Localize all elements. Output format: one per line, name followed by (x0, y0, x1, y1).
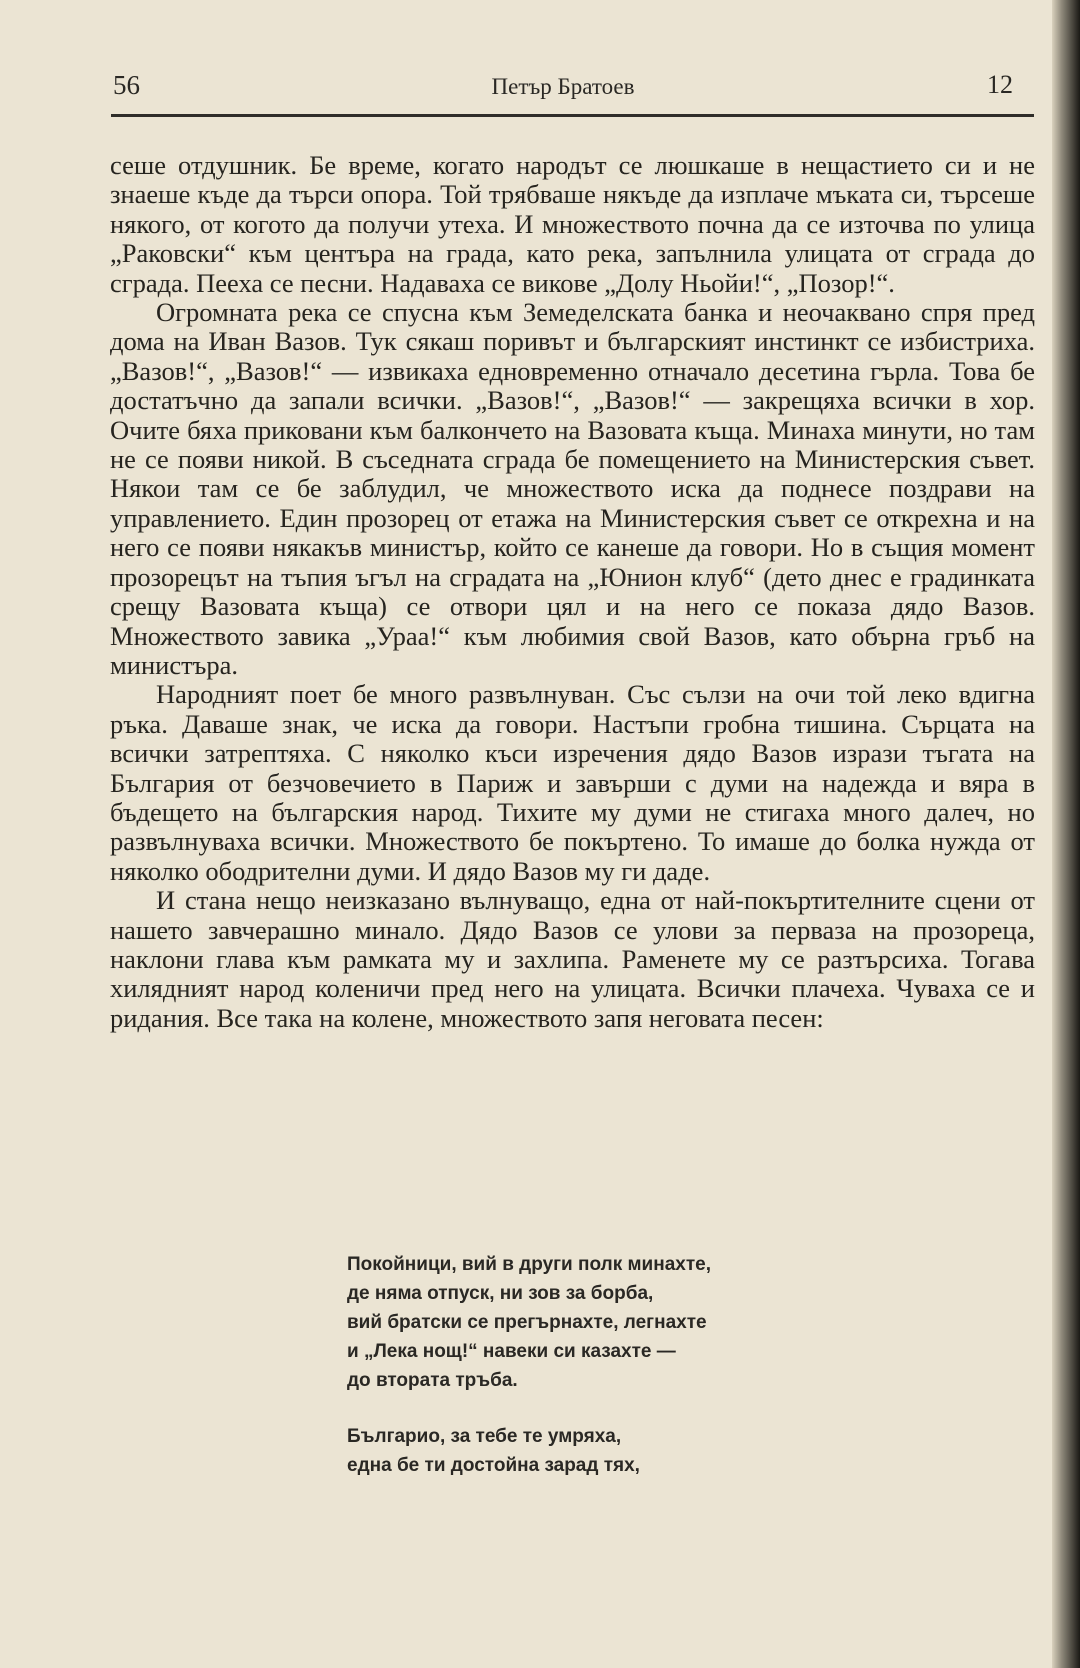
poem-line: и „Лека нощ!“ навеки си казахте — (347, 1341, 676, 1362)
poem-line: една бе ти достойна зарад тях, (347, 1455, 640, 1476)
poem-line: Покойници, вий в други полк минахте, (347, 1254, 711, 1275)
poem-stanza (347, 1422, 711, 1480)
poem-stanza (347, 1250, 711, 1395)
poem-quote (347, 1250, 711, 1507)
page-number: 56 (113, 70, 140, 100)
header-rule (111, 114, 1034, 117)
paragraph: Народният поет бе много развълнуван. Със сълзи на очи той леко вдигна ръка. Даваше знак, че иска да говори. Настъпи гробна тишина. Сърцата на всички затрептяха. С няколко къси изречения дядо Вазов изрази тъгата на България от безчовечието в Париж и завърши с думи на надежда и вяра в бъдещето на българския народ. Тихите му думи не стигаха много далеч, но развълнуваха всички. Множеството бе покъртено. То имаше до болка нужда от няколко ободрителни думи. И дядо Вазов му ги даде. (110, 679, 1035, 886)
poem-line: Българио, за тебе те умряха, (347, 1426, 622, 1447)
running-title: Петър Братоев (491, 74, 635, 99)
poem-line: де няма отпуск, ни зов за борба, (347, 1283, 654, 1304)
page-header (113, 70, 1013, 104)
book-spine-shadow (1052, 0, 1080, 1668)
body-text (110, 151, 1035, 1033)
paragraph: Огромната река се спусна към Земеделската банка и неочаквано спря пред дома на Иван Вазов. Тук сякаш поривът и българският инстинкт се избистриха. „Вазов!“, „Вазов!“ — извикаха едновременно отначало десетина гърла. Това бе достатъчно да запали всички. „Вазов!“, „Вазов!“ — закрещяха всички в хор. Очите бяха приковани към балкончето на Вазовата къща. Минаха минути, но там не се появи никой. В съседната сграда бе помещението на Министерския съвет. Някои там се бе заблудил, че множеството иска да поднесе поздрави на управлението. Един прозорец от етажа на Министерския съвет се открехна и на него се появи някакъв министър, който се канеше да говори. Но в същия момент прозорецът на тъпия ъгъл на сградата на „Юнион клуб“ (дето днес е градинката срещу Вазовата къща) се отвори цял и на него се показа дядо Вазов. Множеството завика „Ураа!“ към любимия свой Вазов, като обърна гръб на министъра. (110, 297, 1035, 680)
paragraph: сеше отдушник. Бе време, когато народът се люшкаше в нещастието си и не знаеше къде да търси опора. Той трябваше някъде да изплаче мъката си, търсеше някого, от когото да получи утеха. И множеството почна да се източва по улица „Раковски“ към центъра на града, като река, запълнила улицата от сграда до сграда. Пееха се песни. Надаваха се викове „Долу Ньойи!“, „Позор!“. (110, 150, 1035, 298)
poem-line: до втората тръба. (347, 1370, 518, 1391)
paragraph: И стана нещо неизказано вълнуващо, една от най-покъртителните сцени от нашето завчерашно минало. Дядо Вазов се улови за перваза на прозореца, наклони глава към рамката му и захлипа. Раменете му се разтърсиха. Тогава хилядният народ коленичи пред него на улицата. Всички плачеха. Чуваха се и ридания. Все така на колене, множеството запя неговата песен: (110, 885, 1035, 1033)
poem-line: вий братски се прегърнахте, легнахте (347, 1312, 707, 1333)
signature-number: 12 (987, 70, 1013, 99)
